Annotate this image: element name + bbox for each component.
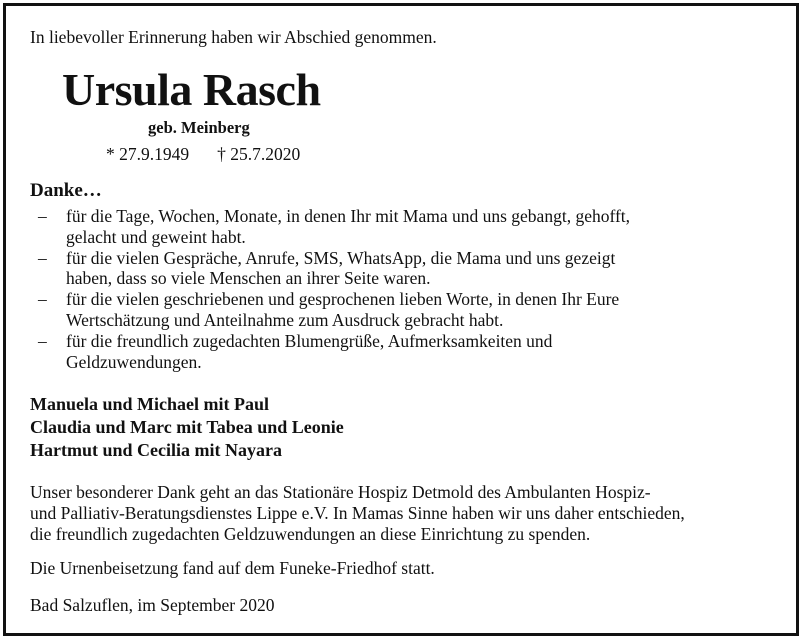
- special-thanks-paragraph: Unser besonderer Dank geht an das Stationäre Hospiz Detmold des Ambulanten Hospiz- und Palliativ-Beratungsdienstes Lippe e.V. In Mamas Sinne haben wir uns daher entschieden, die freundlich zugedachten Geldzuwendungen an diese Einrichtung zu spenden.: [30, 482, 685, 544]
- dash-marker: –: [38, 206, 47, 226]
- thanks-item-text: für die vielen Gespräche, Anrufe, SMS, WhatsApp, die Mama und uns gezeigt haben, dass so viele Menschen an ihrer Seite waren.: [66, 247, 616, 289]
- deceased-name: Ursula Rasch: [62, 64, 321, 115]
- dash-marker: –: [38, 247, 47, 268]
- thanks-item: [30, 206, 730, 248]
- death-date: † 25.7.2020: [217, 144, 301, 164]
- burial-note: Die Urnenbeisetzung fand auf dem Funeke-Friedhof statt.: [30, 558, 435, 578]
- family-line: Claudia und Marc mit Tabea und Leonie: [30, 417, 344, 437]
- thanks-item: [30, 331, 730, 373]
- dash-marker: –: [38, 330, 47, 351]
- life-dates: [106, 144, 300, 165]
- family-line: Manuela und Michael mit Paul: [30, 394, 270, 414]
- thanks-item-text: für die freundlich zugedachten Blumengrüße, Aufmerksamkeiten und Geldzuwendungen.: [66, 330, 553, 372]
- place-date: Bad Salzuflen, im September 2020: [30, 595, 275, 615]
- thanks-item-text: für die vielen geschriebenen und gesprochenen lieben Worte, in denen Ihr Eure Wertschätzung und Anteilnahme zum Ausdruck gebracht habt.: [66, 289, 620, 330]
- birth-name: geb. Meinberg: [148, 118, 250, 137]
- thanks-item: [30, 248, 730, 290]
- thanks-item: [30, 289, 730, 331]
- family-line: Hartmut und Cecilia mit Nayara: [30, 440, 282, 460]
- birth-date: * 27.9.1949: [106, 144, 190, 164]
- dash-marker: –: [38, 289, 47, 310]
- thanks-list: [30, 206, 730, 372]
- intro-text: In liebevoller Erinnerung haben wir Abschied genommen.: [30, 27, 437, 47]
- thanks-heading: Danke…: [30, 180, 102, 201]
- family-signatures: [30, 393, 344, 462]
- thanks-item-text: für die Tage, Wochen, Monate, in denen Ihr mit Mama und uns gebangt, gehofft, gelacht und geweint habt.: [66, 206, 631, 247]
